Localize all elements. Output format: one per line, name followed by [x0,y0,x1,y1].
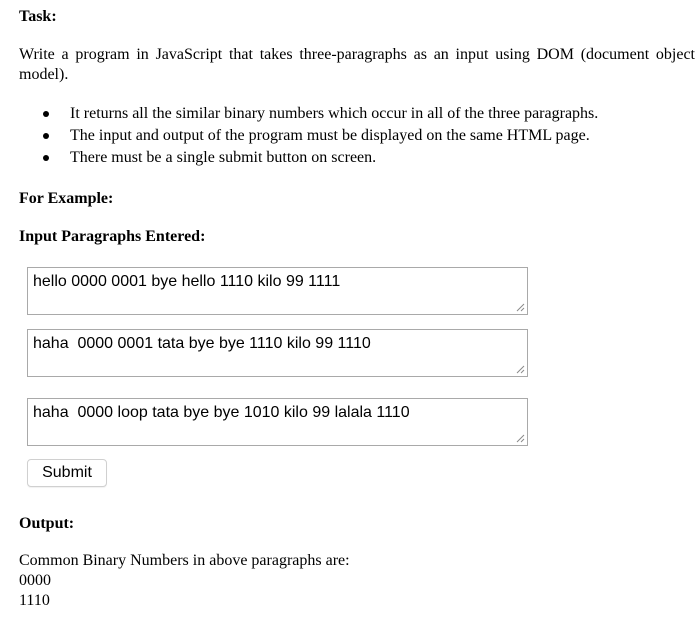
example-heading: For Example: [19,190,114,207]
output-result: 1110 [19,592,50,609]
list-item [19,147,598,169]
paragraph-input-2[interactable] [27,329,528,377]
list-item-text: There must be a single submit button on screen. [70,149,377,166]
paragraph-input-1-value: hello 0000 0001 bye hello 1110 kilo 99 1111 [33,273,341,290]
requirements-list [19,103,598,169]
paragraph-input-3-value: haha 0000 loop tata bye bye 1010 kilo 99 lalala 1110 [33,404,410,421]
paragraph-input-3[interactable] [27,398,528,446]
list-item [19,125,598,147]
output-result: 0000 [19,572,51,589]
input-heading: Input Paragraphs Entered: [19,228,206,245]
resize-grip-icon[interactable] [515,364,525,374]
bullet-icon [43,133,49,139]
output-heading: Output: [19,515,75,532]
list-item-text: It returns all the similar binary numbers which occur in all of the three paragraphs. [70,105,599,122]
output-area [19,551,350,611]
task-description: Write a program in JavaScript that takes three-paragraphs as an input using DOM (document object model). [19,46,695,83]
list-item-text: The input and output of the program must be displayed on the same HTML page. [70,127,590,144]
output-intro: Common Binary Numbers in above paragraphs are: [19,552,350,569]
list-item [19,103,598,125]
resize-grip-icon[interactable] [515,302,525,312]
resize-grip-icon[interactable] [515,433,525,443]
bullet-icon [43,155,49,161]
task-heading: Task: [19,8,57,25]
bullet-icon [43,111,49,117]
paragraph-input-2-value: haha 0000 0001 tata bye bye 1110 kilo 99 1110 [33,335,371,352]
paragraph-input-1[interactable] [27,267,528,315]
submit-button[interactable]: Submit [27,459,107,487]
